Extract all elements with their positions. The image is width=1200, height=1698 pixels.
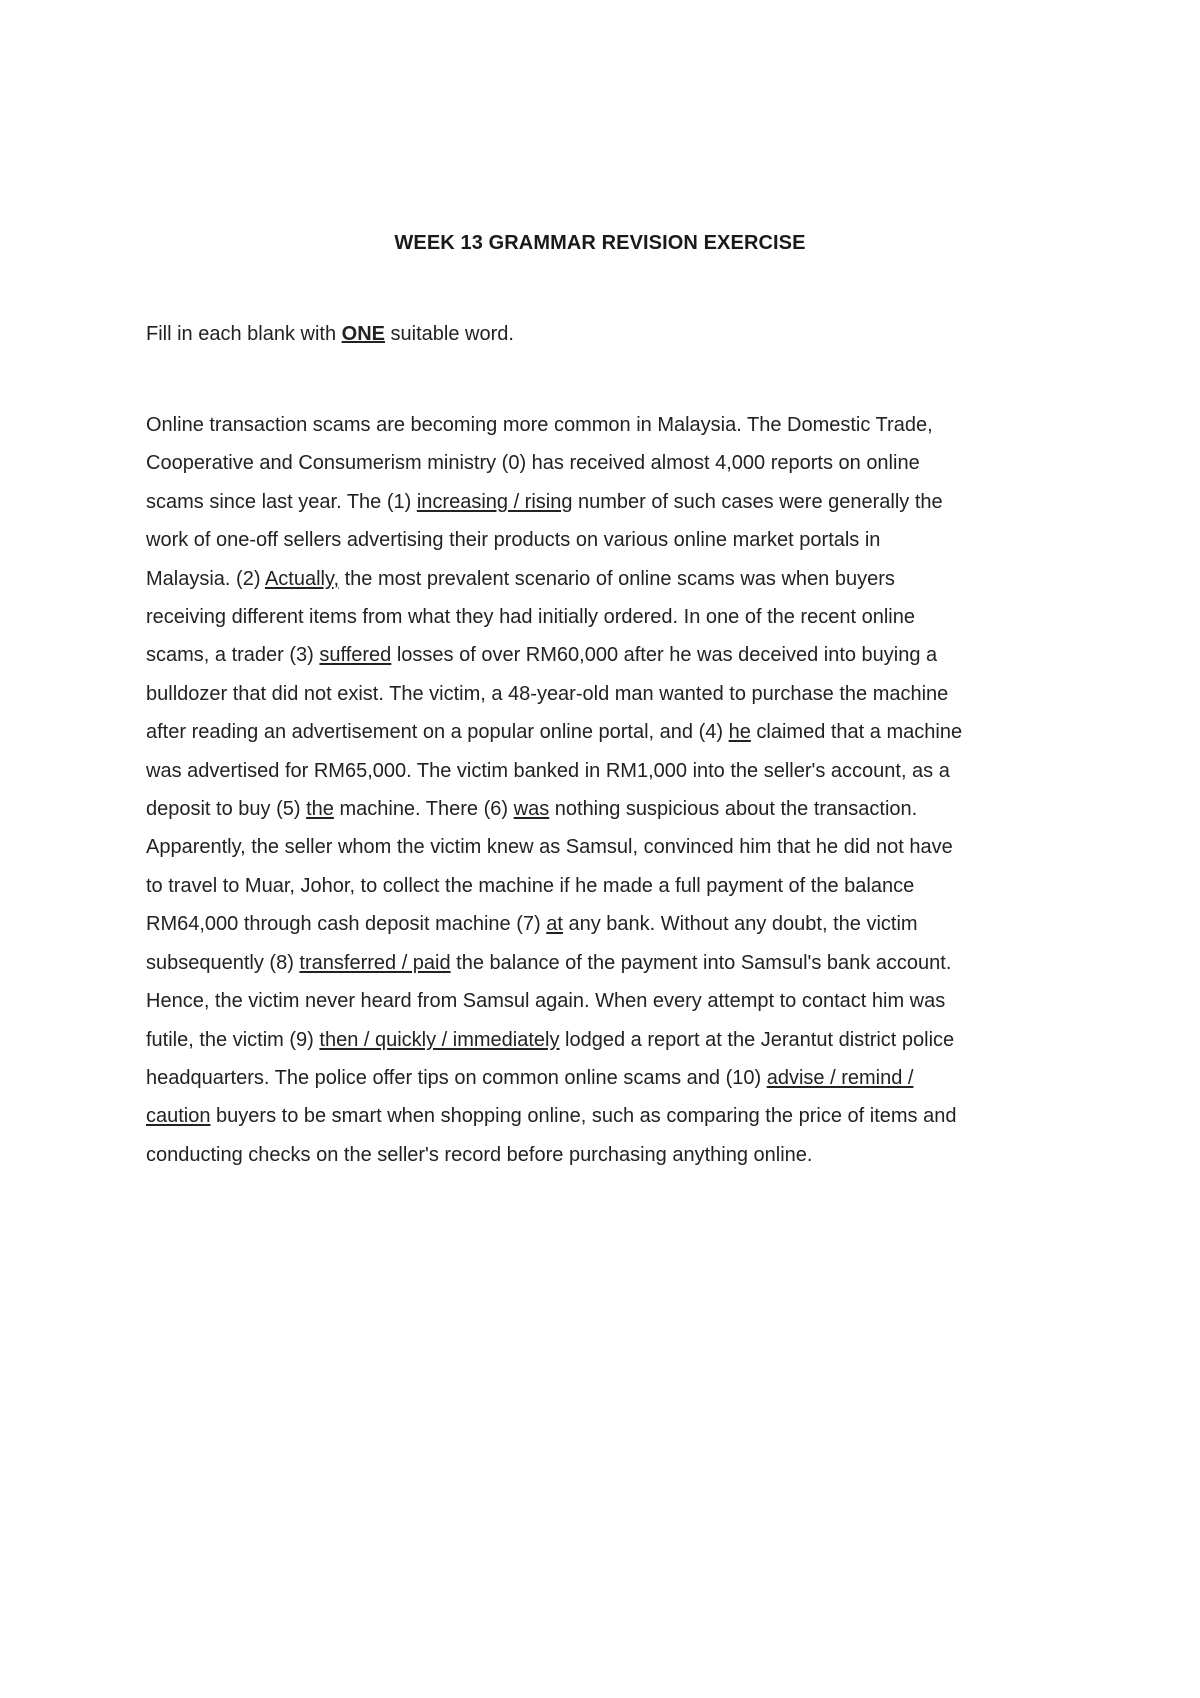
passage-text: Online transaction scams are becoming more common in Malaysia. The Domestic Trade, xyxy=(146,414,933,436)
instruction-emphasis: ONE xyxy=(341,323,385,345)
passage-text: to travel to Muar, Johor, to collect the machine if he made a full payment of the balance xyxy=(146,874,915,897)
passage-line xyxy=(146,1136,1076,1174)
passage-line xyxy=(146,828,1076,866)
passage-line xyxy=(146,982,1076,1020)
document-title: WEEK 13 GRAMMAR REVISION EXERCISE xyxy=(394,232,806,254)
passage-line xyxy=(146,444,1076,482)
passage-text: Hence, the victim never heard from Samsul again. When every attempt to contact him was xyxy=(146,990,946,1013)
passage-text: machine. There (6) xyxy=(333,798,514,821)
passage-line xyxy=(146,752,1076,790)
passage-text: subsequently (8) xyxy=(146,951,300,974)
instruction-after: suitable word. xyxy=(385,323,514,345)
passage-text: buyers to be smart when shopping online, such as comparing the price of items and xyxy=(210,1105,957,1128)
passage-text: claimed that a machine xyxy=(750,721,963,744)
passage-text: number of such cases were generally the xyxy=(572,490,943,513)
passage-text: conducting checks on the seller's record before purchasing anything online. xyxy=(146,1143,813,1166)
passage-text: bulldozer that did not exist. The victim, a 48-year-old man wanted to purchase the machine xyxy=(146,682,949,705)
passage-line xyxy=(146,1059,1076,1097)
passage-text: futile, the victim (9) xyxy=(146,1028,320,1051)
answer-8: transferred / paid xyxy=(299,951,451,974)
passage-line xyxy=(146,867,1076,905)
passage-text: the most prevalent scenario of online scams was when buyers xyxy=(339,567,895,590)
answer-3: suffered xyxy=(319,644,392,667)
answer-10-part-2: caution xyxy=(146,1105,211,1128)
answer-1: increasing / rising xyxy=(416,490,573,513)
passage-line xyxy=(146,944,1076,982)
passage-text: RM64,000 through cash deposit machine (7) xyxy=(146,913,547,936)
passage-text: after reading an advertisement on a popular online portal, and (4) xyxy=(146,721,729,744)
passage-line xyxy=(146,521,1076,559)
answer-2: Actually, xyxy=(264,567,340,590)
passage-text: the balance of the payment into Samsul's bank account. xyxy=(450,951,952,974)
passage-text: losses of over RM60,000 after he was deceived into buying a xyxy=(391,644,938,667)
answer-7: at xyxy=(546,913,563,936)
passage-text: lodged a report at the Jerantut district police xyxy=(559,1028,955,1051)
passage-text: scams since last year. The (1) xyxy=(146,490,417,513)
passage-line xyxy=(146,483,1076,521)
instruction-text xyxy=(146,323,514,346)
passage-text: was advertised for RM65,000. The victim banked in RM1,000 into the seller's account, as a xyxy=(146,759,950,782)
passage-line xyxy=(146,1021,1076,1059)
passage-text: work of one-off sellers advertising their products on various online market portals in xyxy=(146,529,881,552)
instruction-before: Fill in each blank with xyxy=(146,323,342,345)
passage-line xyxy=(146,713,1076,751)
answer-5: the xyxy=(306,798,334,821)
passage-text: receiving different items from what they had initially ordered. In one of the recent online xyxy=(146,606,915,629)
passage-line xyxy=(146,675,1076,713)
passage-line xyxy=(146,560,1076,598)
answer-4: he xyxy=(728,721,751,744)
answer-6: was xyxy=(513,798,550,821)
passage-line xyxy=(146,598,1076,636)
passage xyxy=(146,406,1076,1174)
passage-text: Cooperative and Consumerism ministry (0) has received almost 4,000 reports on online xyxy=(146,452,920,475)
passage-text: Malaysia. (2) xyxy=(146,567,265,590)
answer-9: then / quickly / immediately xyxy=(319,1028,560,1051)
passage-line xyxy=(146,636,1076,674)
passage-line xyxy=(146,406,1076,444)
passage-text: any bank. Without any doubt, the victim xyxy=(562,913,918,936)
passage-line xyxy=(146,790,1076,828)
passage-text: nothing suspicious about the transaction. xyxy=(549,798,918,821)
passage-line xyxy=(146,1097,1076,1135)
passage-line xyxy=(146,905,1076,943)
passage-text: headquarters. The police offer tips on common online scams and (10) xyxy=(146,1066,767,1089)
passage-text: scams, a trader (3) xyxy=(146,644,320,667)
passage-text: deposit to buy (5) xyxy=(146,798,307,821)
answer-10-part-1: advise / remind / xyxy=(766,1066,914,1089)
passage-text: Apparently, the seller whom the victim knew as Samsul, convinced him that he did not have xyxy=(146,836,953,859)
